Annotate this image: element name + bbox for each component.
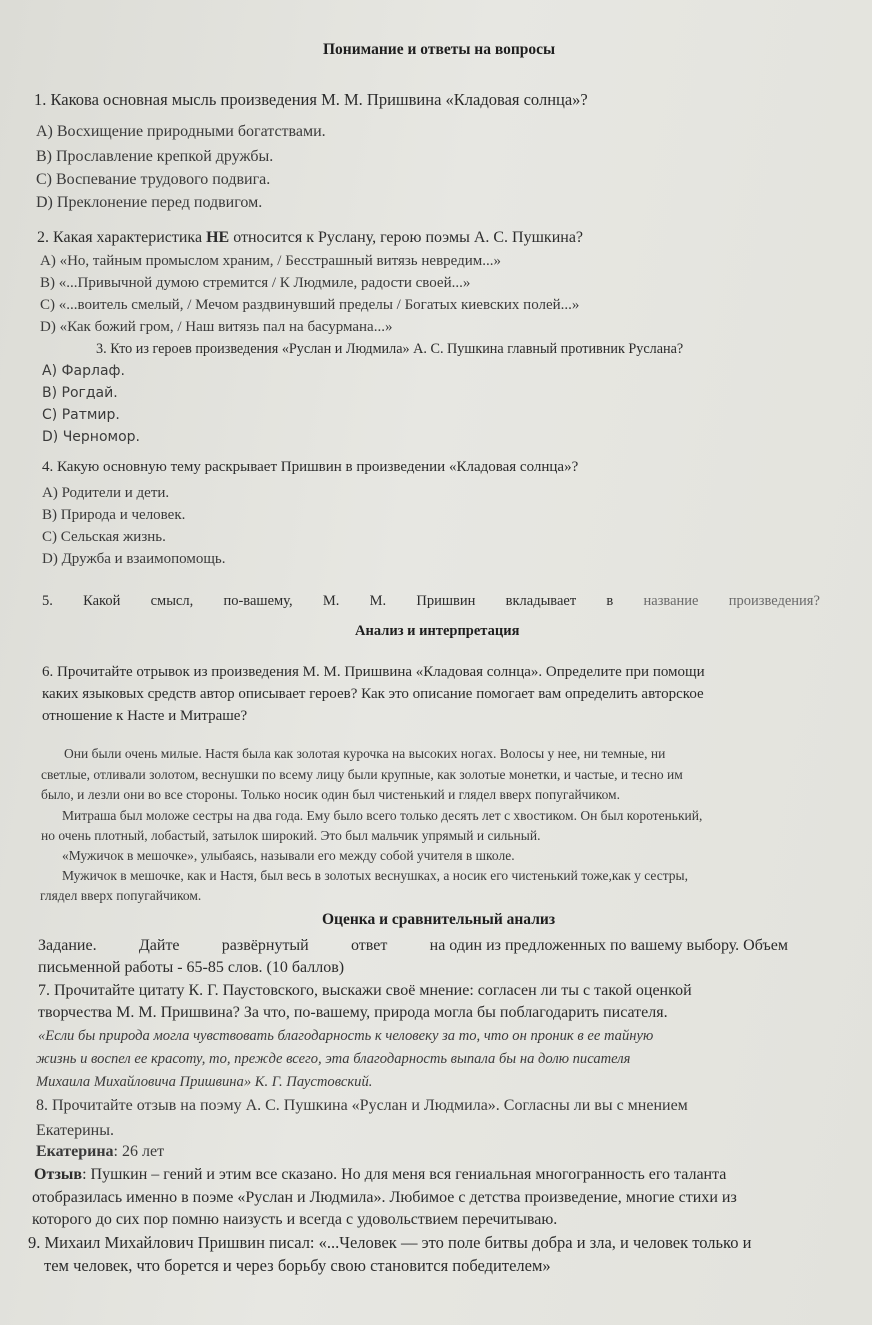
task-word: ответ [351,937,388,954]
excerpt-line: «Мужичок в мешочке», улыбаясь, называли его между собой учителя в школе. [62,848,515,863]
task-word: на один из предложенных по вашему выбору. Объем [429,937,788,954]
q3-option-b: B) Рогдай. [42,385,118,401]
task-word: развёрнутый [221,937,309,954]
q2-text-after: относится к Руслану, герою поэмы А. С. Пушкина? [229,229,584,246]
excerpt-line: светлые, отливали золотом, веснушки по всему лицу были крупные, как золотые монетки, и частые, и тесно им [41,767,683,782]
q5-word: в [606,593,614,609]
question-4: 4. Какую основную тему раскрывает Пришвин в произведении «Кладовая солнца»? [42,459,579,475]
q2-text-bold: НЕ [206,229,230,246]
section-title-analysis: Анализ и интерпретация [355,623,520,639]
q2-text-before: 2. Какая характеристика [37,229,207,246]
q1-option-d: D) Преклонение перед подвигом. [36,194,263,211]
section-title-understanding: Понимание и ответы на вопросы [323,41,556,58]
excerpt-line: но очень плотный, лобастый, затылок широкий. Это был мальчик упрямый и сильный. [41,828,541,843]
q5-word: произведения? [728,593,820,609]
review-text: : Пушкин – гений и этим все сказано. Но для меня вся гениальная многогранность его таланта [82,1166,727,1183]
q2-option-b: B) «...Привычной думою стремится / К Людмиле, радости своей...» [40,275,471,291]
question-3: 3. Кто из героев произведения «Руслан и Людмила» А. С. Пушкина главный противник Руслана? [96,341,684,357]
quote-line: Михаила Михайловича Пришвина» К. Г. Паустовский. [36,1074,373,1090]
task-line [38,936,788,956]
q4-option-b: B) Природа и человек. [42,507,186,523]
question-9-line: 9. Михаил Михайлович Пришвин писал: «...Человек — это поле битвы добра и зла, и человек только и [28,1233,752,1252]
excerpt-line: Мужичок в мешочке, как и Настя, был весь в золотых веснушках, а носик его чистенький тоже,как у сестры, [62,868,689,883]
excerpt-line: было, и лезли они во все стороны. Только носик один был чистенький и глядел вверх попугайчиком. [41,787,620,802]
q5-word: М. [322,593,340,609]
review-line: отобразилась именно в поэме «Руслан и Людмила». Любимое с детства произведение, многие стихи из [32,1189,737,1206]
q5-word: вкладывает [505,593,577,609]
q5-word: 5. [42,593,53,609]
question-1: 1. Какова основная мысль произведения М. М. Пришвина «Кладовая солнца»? [34,90,588,109]
q5-word: по-вашему, [223,593,293,609]
question-6-line: отношение к Насте и Митраше? [42,708,248,724]
review-label: Отзыв [34,1166,83,1183]
q3-option-d: D) Черномор. [42,429,140,445]
q3-option-a: A) Фарлаф. [42,363,125,379]
quote-line: жизнь и воспел ее красоту, то, прежде всего, эта благодарность выпала бы на долю писателя [36,1051,631,1067]
q4-option-c: C) Сельская жизнь. [42,529,166,545]
review-line [34,1165,726,1185]
review-line: которого до сих пор помню наизусть и всегда с удовольствием перечитываю. [32,1211,558,1228]
excerpt-line: Митраша был моложе сестры на два года. Ему было всего только десять лет с хвостиком. Он был коротенький, [62,808,703,823]
question-7-line: 7. Прочитайте цитату К. Г. Паустовского, выскажи своё мнение: согласен ли ты с такой оценкой [38,982,692,999]
question-5 [42,591,820,611]
q1-option-c: C) Воспевание трудового подвига. [36,171,271,188]
question-8-line: 8. Прочитайте отзыв на поэму А. С. Пушкина «Руслан и Людмила». Согласны ли вы с мнением [36,1097,688,1114]
q3-option-c: C) Ратмир. [42,407,120,423]
q2-option-c: C) «...воитель смелый, / Мечом раздвинувший пределы / Богатых киевских полей...» [40,297,580,313]
q4-option-d: D) Дружба и взаимопомощь. [42,551,226,567]
question-8-line: Екатерины. [36,1122,114,1139]
task-word: Дайте [138,937,180,954]
task-word: Задание. [38,937,97,954]
section-title-evaluation: Оценка и сравнительный анализ [322,911,556,928]
q5-word: название [643,593,699,609]
quote-line: «Если бы природа могла чувствовать благодарность к человеку за то, что он проник в ее тайную [38,1028,654,1044]
q1-option-a: A) Восхищение природными богатствами. [36,123,326,140]
question-6-line: 6. Прочитайте отрывок из произведения М. М. Пришвина «Кладовая солнца». Определите при помощи [42,664,705,680]
excerpt-line: Они были очень милые. Настя была как золотая курочка на высоких ногах. Волосы у нее, ни темные, ни [64,746,666,761]
question-7-line: творчества М. М. Пришвина? За что, по-вашему, природа могла бы поблагодарить писателя. [38,1004,668,1021]
question-9-line: тем человек, что борется и через борьбу свою становится победителем» [44,1256,551,1275]
q1-option-b: B) Прославление крепкой дружбы. [36,148,274,165]
excerpt-line: глядел вверх попугайчиком. [40,888,202,903]
q5-word: смысл, [150,593,194,609]
q4-option-a: A) Родители и дети. [42,485,170,501]
q5-word: Пришвин [416,593,476,609]
q2-option-a: A) «Но, тайным промыслом храним, / Бесстрашный витязь невредим...» [40,253,502,269]
q5-word: Какой [83,593,121,609]
question-2 [37,228,583,248]
review-author [36,1142,164,1162]
task-line: письменной работы - 65-85 слов. (10 баллов) [38,959,345,976]
question-6-line: каких языковых средств автор описывает героев? Как это описание помогает вам определить авторское [42,686,704,702]
review-author-name: Екатерина [36,1143,114,1160]
q2-option-d: D) «Как божий гром, / Наш витязь пал на басурмана...» [40,319,393,335]
q5-word: М. [369,593,387,609]
review-author-age: : 26 лет [113,1143,165,1160]
